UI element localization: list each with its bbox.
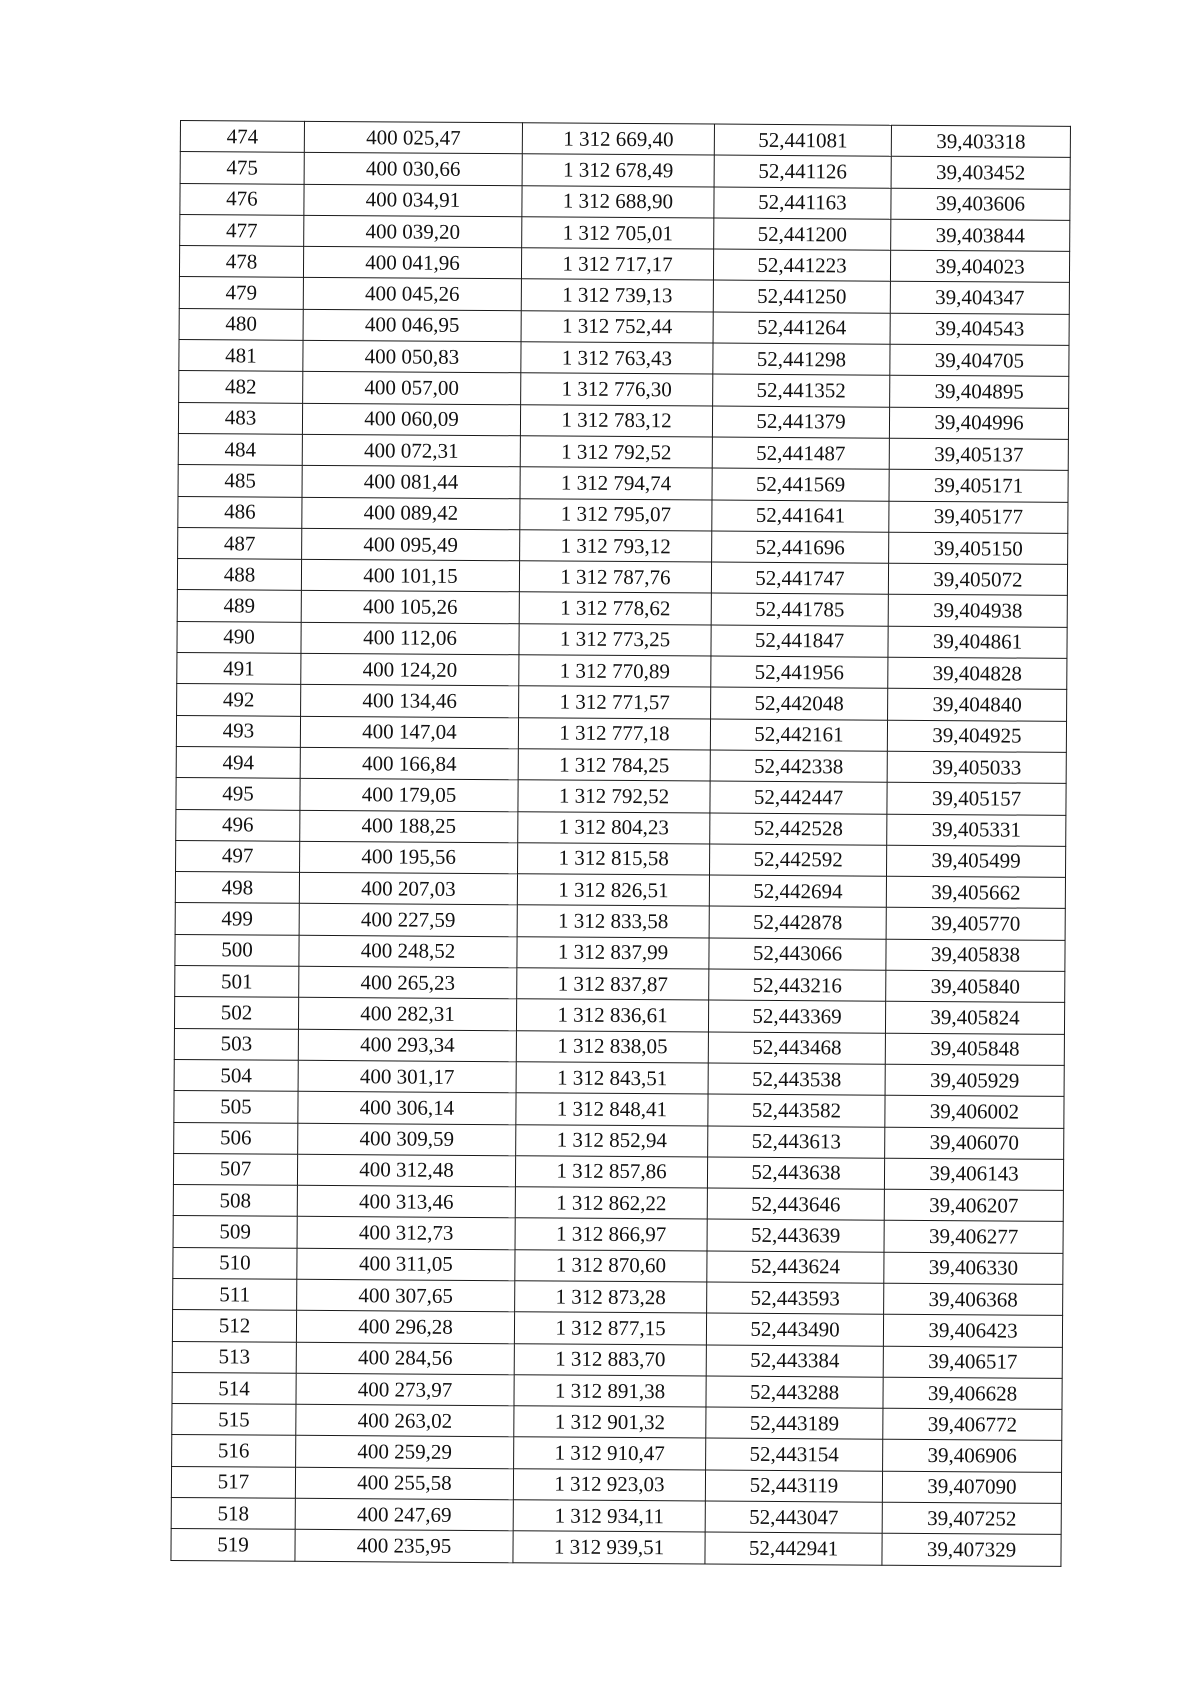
point-number-cell: 508 — [173, 1185, 297, 1217]
coord-y-cell: 1 312 883,70 — [514, 1343, 706, 1376]
longitude-cell: 39,406423 — [883, 1314, 1062, 1346]
coord-y-cell: 1 312 771,57 — [519, 686, 711, 719]
latitude-cell: 52,442592 — [710, 844, 887, 876]
point-number-cell: 497 — [176, 840, 300, 872]
coord-y-cell: 1 312 857,86 — [515, 1156, 707, 1189]
point-number-cell: 495 — [176, 778, 300, 810]
point-number-cell: 517 — [171, 1466, 295, 1498]
longitude-cell: 39,406002 — [885, 1095, 1064, 1127]
longitude-cell: 39,404861 — [888, 626, 1067, 658]
point-number-cell: 511 — [173, 1278, 297, 1310]
longitude-cell: 39,405838 — [886, 939, 1065, 971]
coord-x-cell: 400 057,00 — [303, 372, 521, 405]
point-number-cell: 503 — [174, 1028, 298, 1060]
coord-y-cell: 1 312 910,47 — [514, 1437, 706, 1470]
point-number-cell: 516 — [172, 1435, 296, 1467]
coord-y-cell: 1 312 833,58 — [517, 905, 709, 938]
coord-x-cell: 400 134,46 — [301, 685, 519, 718]
point-number-cell: 510 — [173, 1247, 297, 1279]
coord-y-cell: 1 312 669,40 — [522, 123, 714, 156]
coord-x-cell: 400 247,69 — [295, 1498, 513, 1531]
latitude-cell: 52,443582 — [708, 1094, 885, 1126]
coord-y-cell: 1 312 777,18 — [518, 717, 710, 750]
coord-y-cell: 1 312 783,12 — [520, 404, 712, 437]
latitude-cell: 52,443468 — [708, 1032, 885, 1064]
coord-y-cell: 1 312 891,38 — [514, 1375, 706, 1408]
point-number-cell: 493 — [176, 715, 300, 747]
point-number-cell: 475 — [180, 152, 304, 184]
longitude-cell: 39,404895 — [890, 376, 1069, 408]
coord-x-cell: 400 259,29 — [296, 1436, 514, 1469]
longitude-cell: 39,407329 — [882, 1534, 1061, 1566]
longitude-cell: 39,406277 — [884, 1221, 1063, 1253]
point-number-cell: 513 — [172, 1341, 296, 1373]
latitude-cell: 52,443047 — [705, 1501, 882, 1533]
point-number-cell: 518 — [171, 1498, 295, 1530]
coord-y-cell: 1 312 923,03 — [513, 1469, 705, 1502]
coord-y-cell: 1 312 778,62 — [519, 592, 711, 625]
coord-x-cell: 400 179,05 — [300, 779, 518, 812]
coord-x-cell: 400 166,84 — [300, 747, 518, 780]
longitude-cell: 39,406368 — [884, 1283, 1063, 1315]
longitude-cell: 39,405929 — [885, 1064, 1064, 1096]
coord-x-cell: 400 301,17 — [298, 1060, 516, 1093]
longitude-cell: 39,404543 — [890, 313, 1069, 345]
latitude-cell: 52,443384 — [706, 1345, 883, 1377]
longitude-cell: 39,404996 — [889, 407, 1068, 439]
coord-x-cell: 400 095,49 — [302, 528, 520, 561]
point-number-cell: 488 — [177, 559, 301, 591]
coord-x-cell: 400 312,73 — [297, 1217, 515, 1250]
latitude-cell: 52,443538 — [708, 1063, 885, 1095]
point-number-cell: 483 — [178, 402, 302, 434]
coord-y-cell: 1 312 752,44 — [521, 311, 713, 344]
longitude-cell: 39,406143 — [884, 1158, 1063, 1190]
point-number-cell: 487 — [178, 527, 302, 559]
coord-x-cell: 400 050,83 — [303, 340, 521, 373]
coord-y-cell: 1 312 795,07 — [520, 498, 712, 531]
point-number-cell: 489 — [177, 590, 301, 622]
point-number-cell: 478 — [179, 246, 303, 278]
point-number-cell: 490 — [177, 621, 301, 653]
point-number-cell: 504 — [174, 1059, 298, 1091]
longitude-cell: 39,404938 — [888, 595, 1067, 627]
longitude-cell: 39,406517 — [883, 1346, 1062, 1378]
coord-y-cell: 1 312 792,52 — [520, 436, 712, 469]
coord-y-cell: 1 312 784,25 — [518, 749, 710, 782]
coord-y-cell: 1 312 870,60 — [515, 1249, 707, 1282]
longitude-cell: 39,403318 — [891, 125, 1070, 157]
latitude-cell: 52,443288 — [706, 1376, 883, 1408]
latitude-cell: 52,442338 — [710, 750, 887, 782]
coord-x-cell: 400 041,96 — [303, 247, 521, 280]
latitude-cell: 52,441641 — [712, 500, 889, 532]
longitude-cell: 39,404023 — [890, 250, 1069, 282]
coord-x-cell: 400 235,95 — [295, 1530, 513, 1563]
coord-y-cell: 1 312 804,23 — [518, 811, 710, 844]
coord-x-cell: 400 273,97 — [296, 1373, 514, 1406]
coord-x-cell: 400 227,59 — [299, 904, 517, 937]
coord-x-cell: 400 039,20 — [304, 215, 522, 248]
coord-y-cell: 1 312 826,51 — [517, 874, 709, 907]
coord-x-cell: 400 255,58 — [295, 1467, 513, 1500]
point-number-cell: 480 — [179, 308, 303, 340]
latitude-cell: 52,441785 — [711, 593, 888, 625]
coord-y-cell: 1 312 873,28 — [515, 1281, 707, 1314]
coord-x-cell: 400 248,52 — [299, 935, 517, 968]
coord-x-cell: 400 263,02 — [296, 1404, 514, 1437]
coord-x-cell: 400 081,44 — [302, 466, 520, 499]
point-number-cell: 500 — [175, 934, 299, 966]
longitude-cell: 39,405150 — [889, 532, 1068, 564]
latitude-cell: 52,441847 — [711, 625, 888, 657]
coord-y-cell: 1 312 792,52 — [518, 780, 710, 813]
latitude-cell: 52,442694 — [709, 875, 886, 907]
latitude-cell: 52,442528 — [710, 813, 887, 845]
longitude-cell: 39,405137 — [889, 438, 1068, 470]
coord-y-cell: 1 312 866,97 — [515, 1218, 707, 1251]
longitude-cell: 39,403606 — [891, 188, 1070, 220]
longitude-cell: 39,405824 — [885, 1002, 1064, 1034]
coord-y-cell: 1 312 934,11 — [513, 1500, 705, 1533]
latitude-cell: 52,441379 — [712, 406, 889, 438]
latitude-cell: 52,443490 — [706, 1313, 883, 1345]
longitude-cell: 39,405331 — [887, 814, 1066, 846]
coord-y-cell: 1 312 776,30 — [521, 373, 713, 406]
longitude-cell: 39,405157 — [887, 782, 1066, 814]
point-number-cell: 477 — [180, 214, 304, 246]
longitude-cell: 39,406207 — [884, 1189, 1063, 1221]
latitude-cell: 52,443593 — [707, 1282, 884, 1314]
latitude-cell: 52,441223 — [713, 249, 890, 281]
point-number-cell: 502 — [174, 997, 298, 1029]
latitude-cell: 52,443066 — [709, 938, 886, 970]
table-row — [171, 1529, 1061, 1566]
coord-y-cell: 1 312 815,58 — [518, 843, 710, 876]
coord-y-cell: 1 312 794,74 — [520, 467, 712, 500]
coord-x-cell: 400 306,14 — [298, 1092, 516, 1125]
point-number-cell: 491 — [177, 653, 301, 685]
coord-x-cell: 400 025,47 — [304, 121, 522, 154]
point-number-cell: 519 — [171, 1529, 295, 1561]
coord-y-cell: 1 312 763,43 — [521, 342, 713, 375]
point-number-cell: 479 — [179, 277, 303, 309]
point-number-cell: 486 — [178, 496, 302, 528]
point-number-cell: 507 — [173, 1153, 297, 1185]
coord-x-cell: 400 282,31 — [298, 998, 516, 1031]
coord-y-cell: 1 312 773,25 — [519, 624, 711, 657]
point-number-cell: 498 — [175, 872, 299, 904]
latitude-cell: 52,442878 — [709, 906, 886, 938]
longitude-cell: 39,406330 — [884, 1252, 1063, 1284]
point-number-cell: 496 — [176, 809, 300, 841]
longitude-cell: 39,407252 — [882, 1502, 1061, 1534]
coord-x-cell: 400 265,23 — [299, 966, 517, 999]
coord-y-cell: 1 312 717,17 — [521, 248, 713, 281]
coord-x-cell: 400 309,59 — [298, 1123, 516, 1156]
point-number-cell: 485 — [178, 465, 302, 497]
coord-x-cell: 400 105,26 — [301, 591, 519, 624]
longitude-cell: 39,403452 — [891, 157, 1070, 189]
latitude-cell: 52,442048 — [711, 687, 888, 719]
coord-y-cell: 1 312 705,01 — [522, 217, 714, 250]
coord-x-cell: 400 284,56 — [296, 1342, 514, 1375]
coord-y-cell: 1 312 838,05 — [516, 1030, 708, 1063]
coordinates-table-wrapper — [170, 120, 1070, 1567]
coord-y-cell: 1 312 852,94 — [516, 1124, 708, 1157]
coord-x-cell: 400 112,06 — [301, 622, 519, 655]
latitude-cell: 52,443624 — [707, 1251, 884, 1283]
point-number-cell: 494 — [176, 746, 300, 778]
coord-y-cell: 1 312 843,51 — [516, 1062, 708, 1095]
coord-x-cell: 400 307,65 — [297, 1279, 515, 1312]
latitude-cell: 52,443613 — [708, 1126, 885, 1158]
longitude-cell: 39,406070 — [885, 1127, 1064, 1159]
coord-x-cell: 400 045,26 — [303, 278, 521, 311]
longitude-cell: 39,406628 — [883, 1377, 1062, 1409]
latitude-cell: 52,441081 — [714, 124, 891, 156]
latitude-cell: 52,443189 — [706, 1407, 883, 1439]
coord-x-cell: 400 101,15 — [301, 559, 519, 592]
coord-y-cell: 1 312 770,89 — [519, 655, 711, 688]
latitude-cell: 52,441163 — [714, 187, 891, 219]
longitude-cell: 39,407090 — [882, 1471, 1061, 1503]
coord-y-cell: 1 312 939,51 — [513, 1531, 705, 1564]
latitude-cell: 52,443638 — [707, 1157, 884, 1189]
latitude-cell: 52,443646 — [707, 1188, 884, 1220]
longitude-cell: 39,405848 — [885, 1033, 1064, 1065]
coord-x-cell: 400 195,56 — [300, 841, 518, 874]
point-number-cell: 506 — [174, 1122, 298, 1154]
longitude-cell: 39,405033 — [887, 751, 1066, 783]
coord-x-cell: 400 072,31 — [302, 434, 520, 467]
latitude-cell: 52,441126 — [714, 155, 891, 187]
coord-x-cell: 400 296,28 — [296, 1311, 514, 1344]
latitude-cell: 52,441264 — [713, 312, 890, 344]
longitude-cell: 39,404925 — [887, 720, 1066, 752]
point-number-cell: 509 — [173, 1216, 297, 1248]
coord-y-cell: 1 312 848,41 — [516, 1093, 708, 1126]
latitude-cell: 52,443154 — [706, 1438, 883, 1470]
coord-x-cell: 400 293,34 — [298, 1029, 516, 1062]
latitude-cell: 52,441487 — [712, 437, 889, 469]
point-number-cell: 501 — [175, 966, 299, 998]
coord-x-cell: 400 046,95 — [303, 309, 521, 342]
coord-y-cell: 1 312 837,99 — [517, 936, 709, 969]
coord-x-cell: 400 147,04 — [300, 716, 518, 749]
point-number-cell: 515 — [172, 1404, 296, 1436]
coord-x-cell: 400 034,91 — [304, 184, 522, 217]
coord-x-cell: 400 030,66 — [304, 153, 522, 186]
latitude-cell: 52,442447 — [710, 781, 887, 813]
latitude-cell: 52,443119 — [705, 1470, 882, 1502]
latitude-cell: 52,441250 — [713, 281, 890, 313]
coord-y-cell: 1 312 836,61 — [516, 999, 708, 1032]
coord-x-cell: 400 124,20 — [301, 653, 519, 686]
point-number-cell: 481 — [179, 340, 303, 372]
coord-y-cell: 1 312 739,13 — [521, 279, 713, 312]
coord-y-cell: 1 312 877,15 — [514, 1312, 706, 1345]
coord-x-cell: 400 313,46 — [297, 1185, 515, 1218]
longitude-cell: 39,405770 — [886, 908, 1065, 940]
latitude-cell: 52,441569 — [712, 468, 889, 500]
coord-x-cell: 400 207,03 — [299, 872, 517, 905]
coord-x-cell: 400 188,25 — [300, 810, 518, 843]
point-number-cell: 474 — [180, 121, 304, 153]
coord-y-cell: 1 312 678,49 — [522, 154, 714, 187]
latitude-cell: 52,443216 — [709, 969, 886, 1001]
latitude-cell: 52,441956 — [711, 656, 888, 688]
longitude-cell: 39,404347 — [890, 282, 1069, 314]
latitude-cell: 52,441352 — [713, 374, 890, 406]
longitude-cell: 39,404705 — [890, 344, 1069, 376]
coord-y-cell: 1 312 793,12 — [520, 530, 712, 563]
longitude-cell: 39,404840 — [888, 689, 1067, 721]
longitude-cell: 39,405662 — [886, 876, 1065, 908]
point-number-cell: 492 — [177, 684, 301, 716]
latitude-cell: 52,442161 — [710, 719, 887, 751]
latitude-cell: 52,443639 — [707, 1219, 884, 1251]
longitude-cell: 39,405840 — [886, 970, 1065, 1002]
longitude-cell: 39,405072 — [888, 563, 1067, 595]
latitude-cell: 52,443369 — [708, 1000, 885, 1032]
point-number-cell: 499 — [175, 903, 299, 935]
coordinates-table-body — [171, 121, 1071, 1567]
longitude-cell: 39,406772 — [883, 1408, 1062, 1440]
coord-x-cell: 400 089,42 — [302, 497, 520, 530]
longitude-cell: 39,406906 — [883, 1440, 1062, 1472]
coord-y-cell: 1 312 862,22 — [515, 1187, 707, 1220]
coord-y-cell: 1 312 688,90 — [522, 185, 714, 218]
latitude-cell: 52,441747 — [711, 562, 888, 594]
longitude-cell: 39,405177 — [889, 501, 1068, 533]
latitude-cell: 52,441298 — [713, 343, 890, 375]
point-number-cell: 484 — [178, 433, 302, 465]
point-number-cell: 476 — [180, 183, 304, 215]
longitude-cell: 39,403844 — [891, 219, 1070, 251]
coord-x-cell: 400 312,48 — [297, 1154, 515, 1187]
longitude-cell: 39,405171 — [889, 469, 1068, 501]
coord-y-cell: 1 312 901,32 — [514, 1406, 706, 1439]
coord-y-cell: 1 312 787,76 — [519, 561, 711, 594]
point-number-cell: 514 — [172, 1372, 296, 1404]
point-number-cell: 482 — [179, 371, 303, 403]
point-number-cell: 512 — [172, 1310, 296, 1342]
longitude-cell: 39,405499 — [886, 845, 1065, 877]
coordinates-table — [170, 120, 1071, 1567]
coord-x-cell: 400 060,09 — [302, 403, 520, 436]
latitude-cell: 52,441200 — [714, 218, 891, 250]
point-number-cell: 505 — [174, 1091, 298, 1123]
longitude-cell: 39,404828 — [888, 657, 1067, 689]
latitude-cell: 52,441696 — [712, 531, 889, 563]
latitude-cell: 52,442941 — [705, 1532, 882, 1564]
coord-x-cell: 400 311,05 — [297, 1248, 515, 1281]
coord-y-cell: 1 312 837,87 — [517, 968, 709, 1001]
